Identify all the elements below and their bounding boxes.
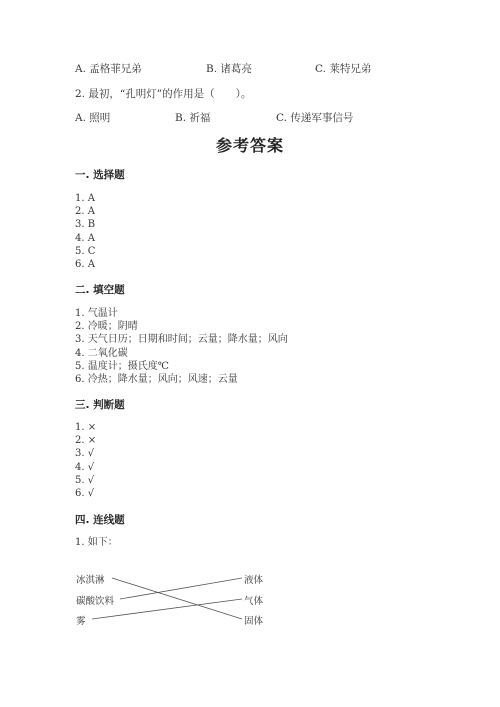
list-item: 6. 冷热；降水量；风向；风速；云量: [75, 373, 238, 385]
list-item: 5. C: [75, 245, 96, 257]
matching-line: [120, 578, 242, 599]
list-item: 1. ×: [75, 422, 97, 433]
list-item: 1. 如下：: [75, 537, 118, 548]
section-heading-fill: 二. 填空题: [75, 284, 125, 296]
answer-list-match: [75, 536, 118, 549]
list-item: 3. B: [75, 219, 96, 231]
list-item: 3. 天气日历；日期和时间；云量；降水量；风向: [75, 334, 288, 346]
matching-diagram: [70, 566, 300, 630]
q2-stem: 2. 最初，“孔明灯”的作用是（ ）。: [75, 88, 252, 100]
matching-left-item: 雾: [76, 616, 86, 627]
matching-right-item: 液体: [244, 575, 264, 586]
matching-line: [112, 578, 242, 619]
q2-option-c: C. 传递军事信号: [276, 112, 354, 124]
section-heading-choice: 一. 选择题: [75, 169, 125, 181]
matching-right-item: 气体: [244, 596, 264, 607]
matching-left-item: 碳酸饮料: [76, 596, 115, 607]
answer-list-choice: [75, 192, 95, 271]
answers-title: 参考答案: [215, 136, 284, 155]
list-item: 6. √: [75, 487, 95, 499]
list-item: 2. A: [75, 206, 95, 218]
list-item: 2. ×: [75, 435, 97, 447]
answer-list-fill: [75, 307, 288, 386]
q2-option-b: B. 祈福: [175, 112, 211, 124]
list-item: 6. A: [75, 258, 95, 270]
list-item: 3. √: [75, 448, 95, 460]
matching-left-item: 冰淇淋: [76, 575, 105, 586]
q1-option-c: C. 莱特兄弟: [315, 63, 372, 75]
matching-right-item: 固体: [244, 616, 264, 627]
answer-list-judge: [75, 421, 96, 500]
list-item: 4. 二氧化碳: [75, 347, 128, 359]
list-item: 4. √: [75, 461, 95, 473]
list-item: 4. A: [75, 232, 95, 244]
q1-options: [75, 61, 435, 76]
q1-option-a: A. 孟格菲兄弟: [75, 63, 142, 75]
list-item: 1. 气温计: [75, 308, 118, 319]
q1-option-b: B. 诸葛亮: [206, 63, 252, 75]
list-item: 1. A: [75, 193, 95, 204]
matching-line: [92, 599, 242, 619]
section-heading-match: 四. 连线题: [75, 514, 125, 526]
section-heading-judge: 三. 判断题: [75, 399, 125, 411]
list-item: 5. 温度计；摄氏度℃: [75, 360, 169, 372]
list-item: 2. 冷暖；阴晴: [75, 321, 138, 333]
q2-option-a: A. 照明: [75, 112, 111, 124]
q2-options: [75, 110, 435, 125]
list-item: 5. √: [75, 474, 95, 486]
